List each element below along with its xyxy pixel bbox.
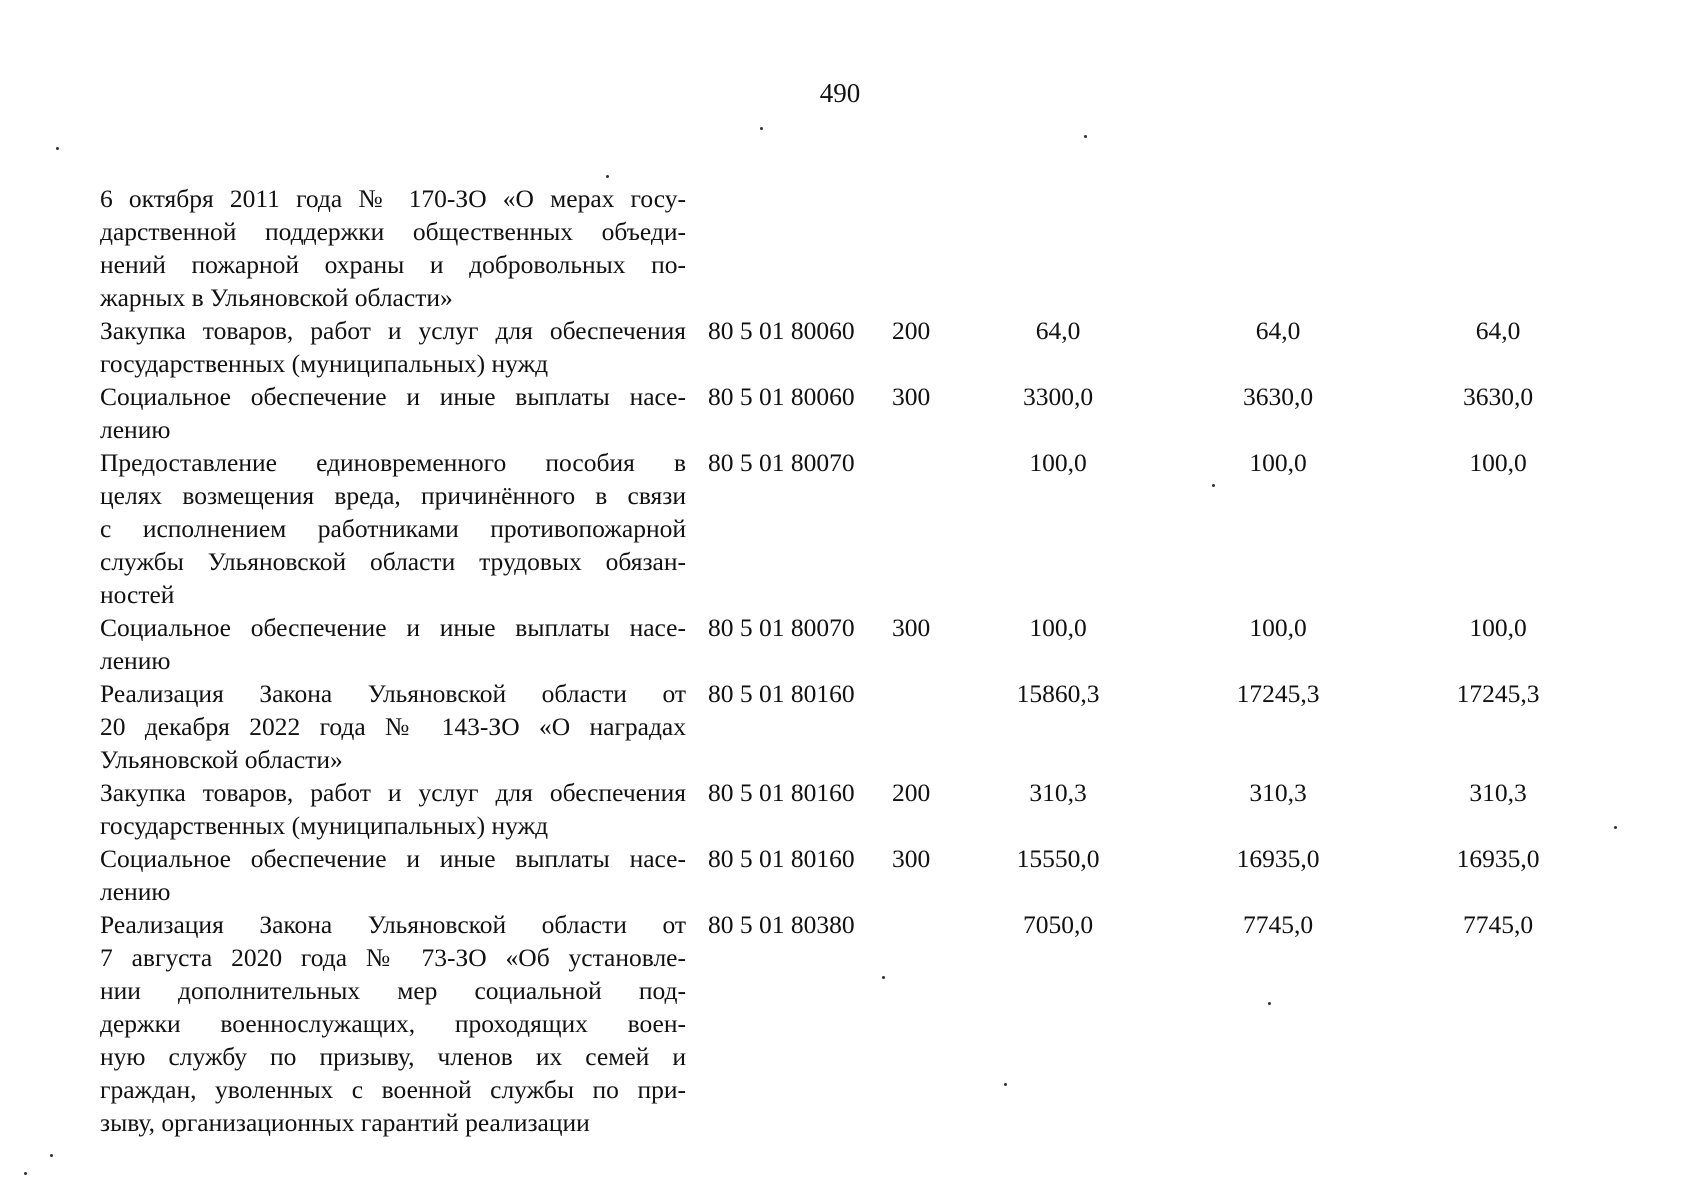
scan-speck xyxy=(606,175,609,178)
description-line: дарственной поддержки общественных объеди- xyxy=(100,217,686,246)
description-line: государственных (муниципальных) нужд xyxy=(100,811,549,840)
amount-year-1: 310,3 xyxy=(1029,778,1087,807)
scan-speck xyxy=(50,1154,53,1157)
amount-year-3: 7745,0 xyxy=(1462,910,1534,939)
description-line: с исполнением работниками противопожарной xyxy=(100,514,686,543)
description-line: держки военнослужащих, проходящих воен- xyxy=(100,1009,686,1038)
amount-year-2: 64,0 xyxy=(1255,316,1301,345)
expense-type-code: 300 xyxy=(892,382,931,411)
description-line: 7 августа 2020 года № 73-ЗО «Об установле- xyxy=(100,943,686,972)
amount-year-1: 3300,0 xyxy=(1022,382,1094,411)
scan-speck xyxy=(760,127,763,130)
amount-year-2: 310,3 xyxy=(1249,778,1307,807)
scan-speck xyxy=(1268,1002,1271,1005)
scan-speck xyxy=(24,1172,27,1175)
row-description xyxy=(100,380,686,446)
description-line: лению xyxy=(100,646,171,675)
description-line: службы Ульяновской области трудовых обязан- xyxy=(100,547,686,576)
amount-year-2: 100,0 xyxy=(1249,613,1307,642)
description-line: Предоставление единовременного пособия в xyxy=(100,448,686,477)
row-description xyxy=(100,677,686,776)
target-article-code: 80 5 01 80160 xyxy=(708,778,855,807)
amount-year-3: 310,3 xyxy=(1469,778,1527,807)
target-article-code: 80 5 01 80380 xyxy=(708,910,855,939)
expense-type-code: 300 xyxy=(892,844,931,873)
amount-year-1: 15860,3 xyxy=(1016,679,1100,708)
row-description xyxy=(100,446,686,611)
expense-type-code: 300 xyxy=(892,613,931,642)
amount-year-2: 3630,0 xyxy=(1242,382,1314,411)
description-line: Реализация Закона Ульяновской области от xyxy=(100,679,686,708)
scan-speck xyxy=(1212,484,1215,487)
description-line: нений пожарной охраны и добровольных по- xyxy=(100,250,686,279)
description-line: нии дополнительных мер социальной под- xyxy=(100,976,686,1005)
amount-year-3: 16935,0 xyxy=(1456,844,1540,873)
row-description xyxy=(100,842,686,908)
target-article-code: 80 5 01 80060 xyxy=(708,382,855,411)
target-article-code: 80 5 01 80070 xyxy=(708,448,855,477)
description-line: 6 октября 2011 года № 170-ЗО «О мерах госу- xyxy=(100,184,686,213)
amount-year-2: 100,0 xyxy=(1249,448,1307,477)
amount-year-3: 100,0 xyxy=(1469,613,1527,642)
target-article-code: 80 5 01 80070 xyxy=(708,613,855,642)
amount-year-1: 100,0 xyxy=(1029,613,1087,642)
target-article-code: 80 5 01 80060 xyxy=(708,316,855,345)
description-line: лению xyxy=(100,415,171,444)
amount-year-1: 15550,0 xyxy=(1016,844,1100,873)
description-line: ную службу по призыву, членов их семей и xyxy=(100,1042,686,1071)
amount-year-3: 3630,0 xyxy=(1462,382,1534,411)
row-description xyxy=(100,314,686,380)
amount-year-2: 16935,0 xyxy=(1236,844,1320,873)
description-line: зыву, организационных гарантий реализации xyxy=(100,1108,590,1137)
description-line: Закупка товаров, работ и услуг для обеспечения xyxy=(100,778,686,807)
description-line: Социальное обеспечение и иные выплаты насе- xyxy=(100,613,686,642)
description-line: лению xyxy=(100,877,171,906)
amount-year-3: 100,0 xyxy=(1469,448,1527,477)
page-number: 490 xyxy=(819,78,861,108)
row-description xyxy=(100,182,686,314)
description-line: граждан, уволенных с военной службы по при- xyxy=(100,1075,686,1104)
amount-year-2: 17245,3 xyxy=(1236,679,1320,708)
amount-year-3: 64,0 xyxy=(1475,316,1521,345)
description-line: жарных в Ульяновской области» xyxy=(100,283,453,312)
description-line: целях возмещения вреда, причинённого в связи xyxy=(100,481,686,510)
description-line: Социальное обеспечение и иные выплаты насе- xyxy=(100,382,686,411)
target-article-code: 80 5 01 80160 xyxy=(708,844,855,873)
amount-year-1: 7050,0 xyxy=(1022,910,1094,939)
description-line: Социальное обеспечение и иные выплаты насе- xyxy=(100,844,686,873)
scan-speck xyxy=(1614,826,1617,829)
amount-year-1: 100,0 xyxy=(1029,448,1087,477)
scan-speck xyxy=(1004,1083,1007,1086)
amount-year-1: 64,0 xyxy=(1035,316,1081,345)
description-line: ностей xyxy=(100,580,175,609)
scan-speck xyxy=(1084,135,1087,138)
scan-speck xyxy=(882,976,885,979)
expense-type-code: 200 xyxy=(892,316,931,345)
description-line: Реализация Закона Ульяновской области от xyxy=(100,910,686,939)
row-description xyxy=(100,908,686,1139)
amount-year-3: 17245,3 xyxy=(1456,679,1540,708)
description-line: государственных (муниципальных) нужд xyxy=(100,349,549,378)
description-line: Ульяновской области» xyxy=(100,745,343,774)
row-description xyxy=(100,776,686,842)
expense-type-code: 200 xyxy=(892,778,931,807)
row-description xyxy=(100,611,686,677)
scan-speck xyxy=(56,147,59,150)
description-line: Закупка товаров, работ и услуг для обеспечения xyxy=(100,316,686,345)
target-article-code: 80 5 01 80160 xyxy=(708,679,855,708)
amount-year-2: 7745,0 xyxy=(1242,910,1314,939)
description-line: 20 декабря 2022 года № 143-ЗО «О наградах xyxy=(100,712,686,741)
